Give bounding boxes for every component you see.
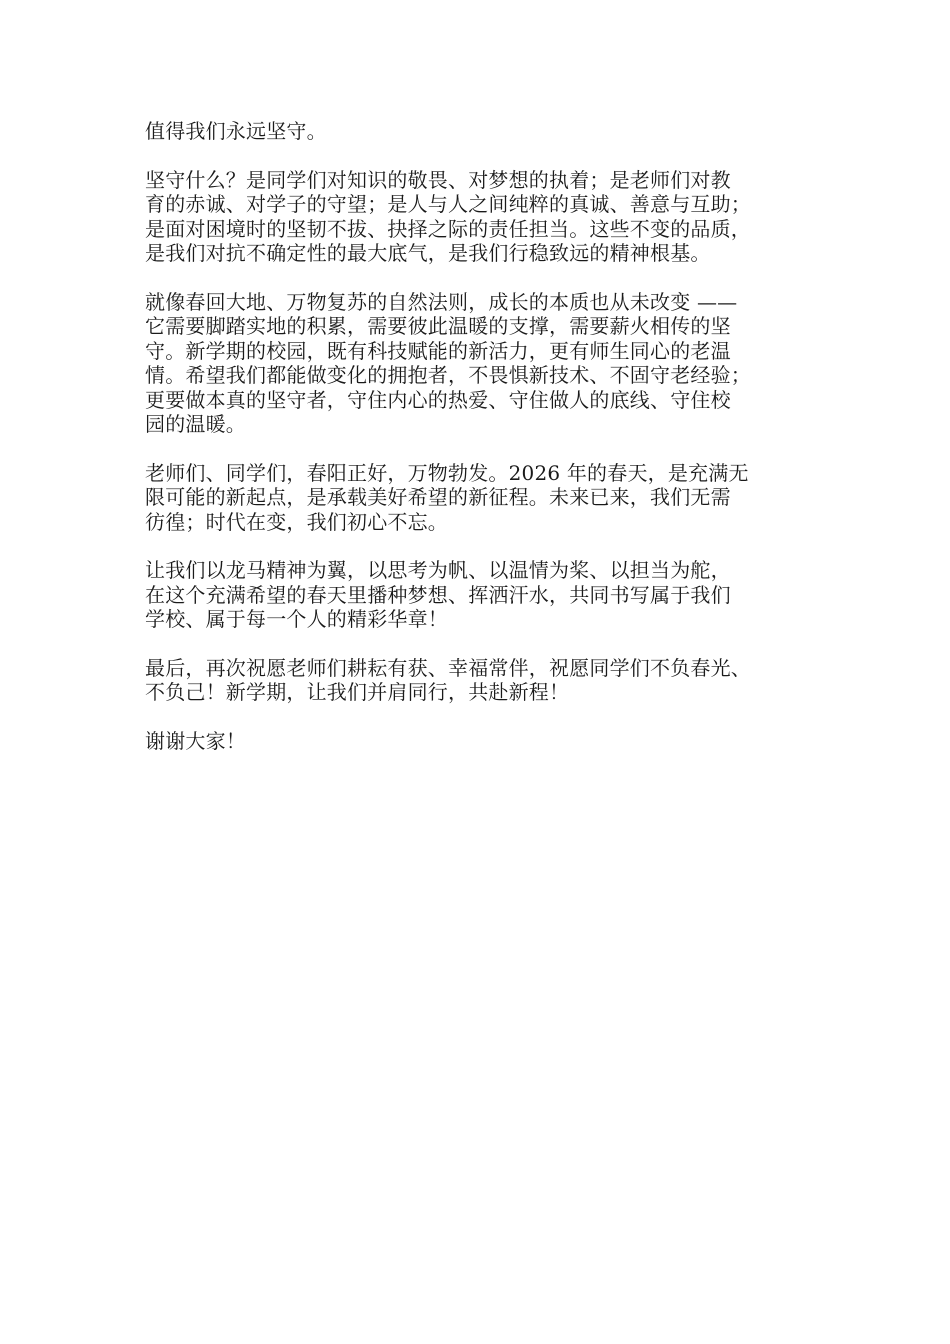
paragraph-4: 老师们、同学们，春阳正好，万物勃发。2026 年的春天，是充满无 限可能的新起点，是承载美好希望的新征程。未来已来，我们无需 彷徨；时代在变，我们初心不忘。 <box>145 460 749 534</box>
paragraph-6: 最后，再次祝愿老师们耕耘有获、幸福常伴，祝愿同学们不负春光、 不负己！新学期，让我们并肩同行，共赴新程！ <box>145 655 751 704</box>
paragraph-2: 坚守什么？是同学们对知识的敬畏、对梦想的执着；是老师们对教 育的赤诚、对学子的守望；是人与人之间纯粹的真诚、善意与互助； 是面对困境时的坚韧不拔、抉择之际的责任担当。这些不变的品质， 是我们对抗不确定性的最大底气，是我们行稳致远的精神根基。 <box>145 167 751 265</box>
paragraph-1: 值得我们永远坚守。 <box>145 119 327 143</box>
paragraph-5: 让我们以龙马精神为翼，以思考为帆、以温情为桨、以担当为舵， 在这个充满希望的春天里播种梦想、挥洒汗水，共同书写属于我们 学校、属于每一个人的精彩华章！ <box>145 558 731 631</box>
paragraph-3: 就像春回大地、万物复苏的自然法则，成长的本质也从未改变 —— 它需要脚踏实地的积累，需要彼此温暖的支撑，需要薪火相传的坚 守。新学期的校园，既有科技赋能的新活力，更有师生同心的老温 情。希望我们都能做变化的拥抱者，不畏惧新技术、不固守老经验； 更要做本真的坚守者，守住内心的热爱、守住做人的底线、守住校 园的温暖。 <box>145 289 751 436</box>
document-body <box>145 119 825 777</box>
paragraph-7: 谢谢大家！ <box>145 728 246 753</box>
